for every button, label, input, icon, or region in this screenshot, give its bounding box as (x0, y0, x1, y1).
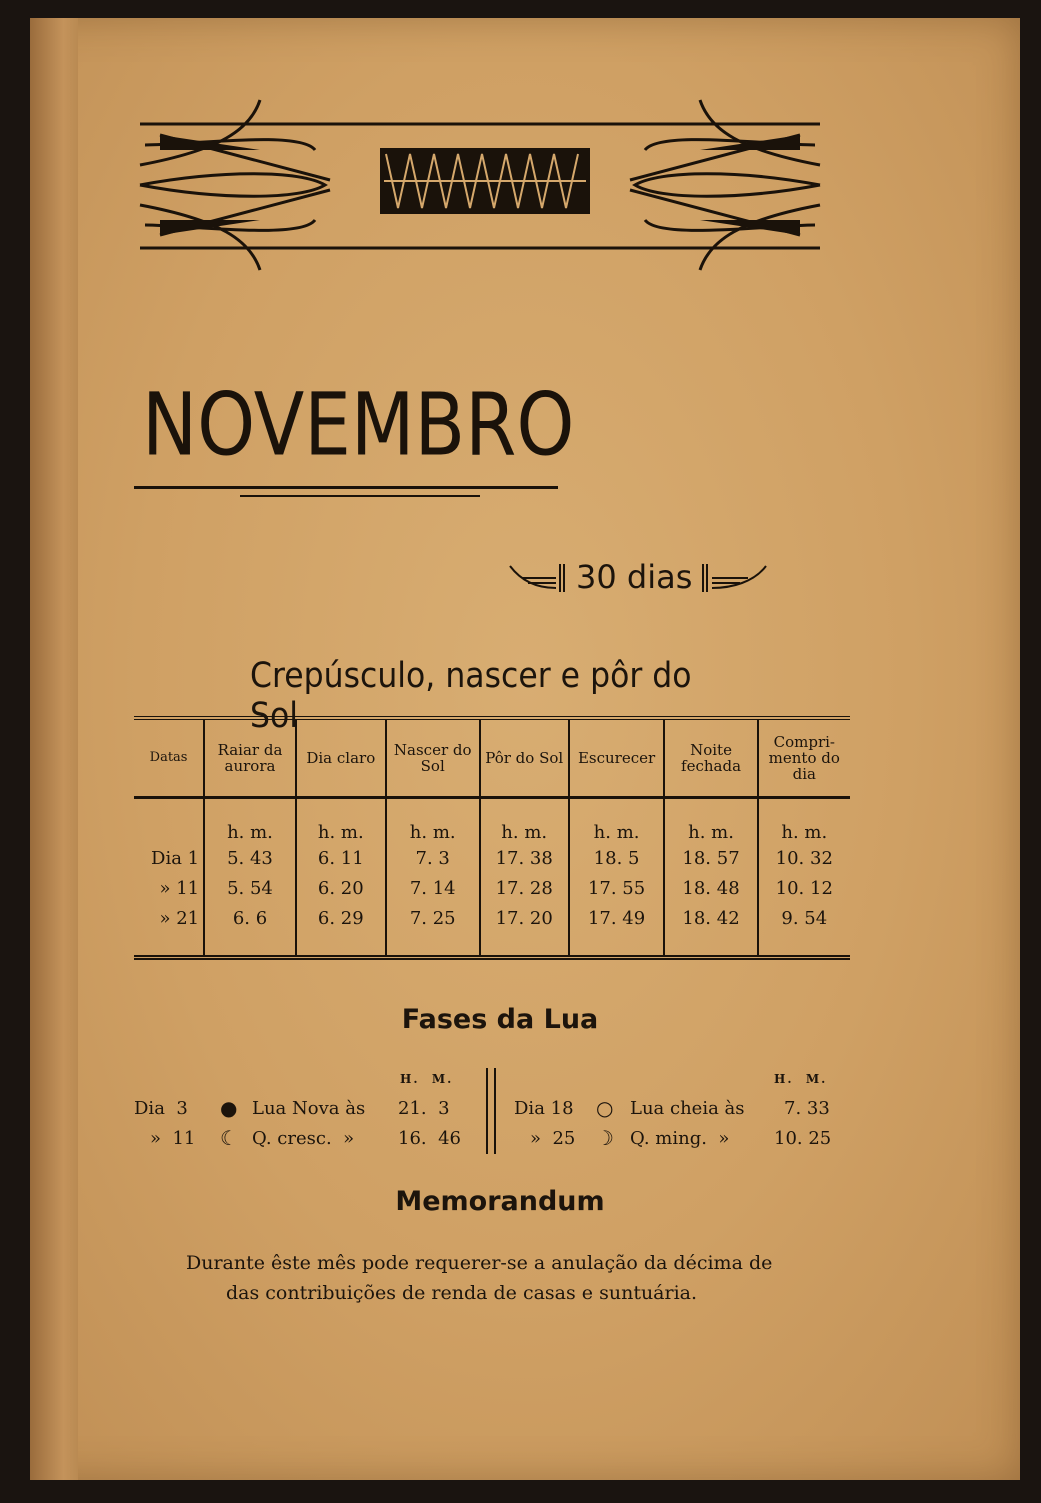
table-cell: 6. 11 (296, 843, 386, 873)
table-cell: 18. 5 (569, 843, 665, 873)
sun-table (134, 716, 850, 960)
title-underline-short (240, 495, 480, 497)
table-cell: 7. 14 (386, 873, 480, 903)
column-divider (494, 1068, 496, 1154)
moon-phase: Q. cresc. » (252, 1128, 355, 1149)
col-header: Noite fechada (664, 718, 757, 798)
memorandum-text (186, 1248, 876, 1308)
right-flourish-icon (700, 562, 770, 592)
moon-time: 21. 3 (398, 1098, 450, 1119)
unit-cell: h. m. (296, 798, 386, 844)
moon-day: » 11 (150, 1128, 196, 1149)
table-cell: » 11 (159, 877, 200, 899)
last-quarter-icon: ☽ (596, 1126, 614, 1150)
col-header: Compri-mento do dia (758, 718, 850, 798)
moon-day: Dia 18 (514, 1098, 574, 1119)
unit-cell: h. m. (204, 798, 296, 844)
table-cell: 7. 3 (386, 843, 480, 873)
table-cell: 10. 12 (758, 873, 850, 903)
full-moon-icon: ○ (596, 1096, 614, 1120)
col-header: Nascer do Sol (386, 718, 480, 798)
table-cell: 18. 57 (664, 843, 757, 873)
left-flourish-icon (508, 562, 568, 592)
unit-cell: h. m. (480, 798, 569, 844)
table-cell: » 21 (134, 903, 204, 958)
table-cell: 6. 29 (296, 903, 386, 958)
col-header: Escurecer (569, 718, 665, 798)
table-cell: Dia 1 (151, 847, 200, 869)
table-row (134, 873, 850, 903)
table-cell: 18. 48 (664, 873, 757, 903)
days-count (508, 552, 778, 602)
moon-day: Dia 3 (134, 1098, 188, 1119)
table-cell: 17. 20 (480, 903, 569, 958)
unit-cell: h. m. (386, 798, 480, 844)
memorandum-line: Durante êste mês pode requerer-se a anulação da décima de (186, 1252, 773, 1274)
hm-label-right: H. M. (774, 1072, 828, 1086)
table-row (134, 843, 850, 873)
days-count-label: 30 dias (576, 558, 693, 596)
moon-phase: Lua cheia às (630, 1098, 745, 1119)
sun-table-header-row (134, 718, 850, 798)
col-header: Datas (134, 718, 204, 798)
table-cell: 7. 25 (386, 903, 480, 958)
new-moon-icon: ● (220, 1096, 238, 1120)
column-divider (486, 1068, 488, 1154)
moon-phase: Q. ming. » (630, 1128, 730, 1149)
unit-cell: h. m. (664, 798, 757, 844)
memorandum-heading: Memorandum (395, 1186, 605, 1217)
unit-cell (134, 798, 204, 844)
table-cell: 6. 20 (296, 873, 386, 903)
table-cell: 5. 54 (204, 873, 296, 903)
moon-phases-block (134, 1068, 850, 1158)
table-row (134, 903, 850, 958)
moon-day: » 25 (530, 1128, 576, 1149)
col-header: Dia claro (296, 718, 386, 798)
month-title: NOVEMBRO (142, 375, 575, 476)
table-cell: 5. 43 (204, 843, 296, 873)
memorandum-line: das contribuições de renda de casas e suntuária. (226, 1282, 698, 1304)
table-cell: 17. 38 (480, 843, 569, 873)
table-cell: 17. 49 (569, 903, 665, 958)
unit-cell: h. m. (569, 798, 665, 844)
moon-time: 7. 33 (784, 1098, 830, 1119)
sun-table-heading: Crepúsculo, nascer e pôr do Sol (250, 656, 692, 736)
table-cell: 17. 55 (569, 873, 665, 903)
hm-label-left: H. M. (400, 1072, 454, 1086)
table-cell: 18. 42 (664, 903, 757, 958)
moon-phases-heading: Fases da Lua (401, 1004, 599, 1035)
header-ornament (100, 70, 860, 290)
table-cell: 9. 54 (758, 903, 850, 958)
book-spine (30, 18, 78, 1480)
unit-cell: h. m. (758, 798, 850, 844)
col-header: Pôr do Sol (480, 718, 569, 798)
table-cell: 17. 28 (480, 873, 569, 903)
moon-time: 16. 46 (398, 1128, 461, 1149)
table-cell: 6. 6 (204, 903, 296, 958)
moon-phase: Lua Nova às (252, 1098, 366, 1119)
first-quarter-icon: ☾ (220, 1126, 238, 1150)
moon-time: 10. 25 (774, 1128, 832, 1149)
title-underline (134, 486, 558, 489)
col-header: Raiar da aurora (204, 718, 296, 798)
table-cell: 10. 32 (758, 843, 850, 873)
units-row (134, 798, 850, 844)
